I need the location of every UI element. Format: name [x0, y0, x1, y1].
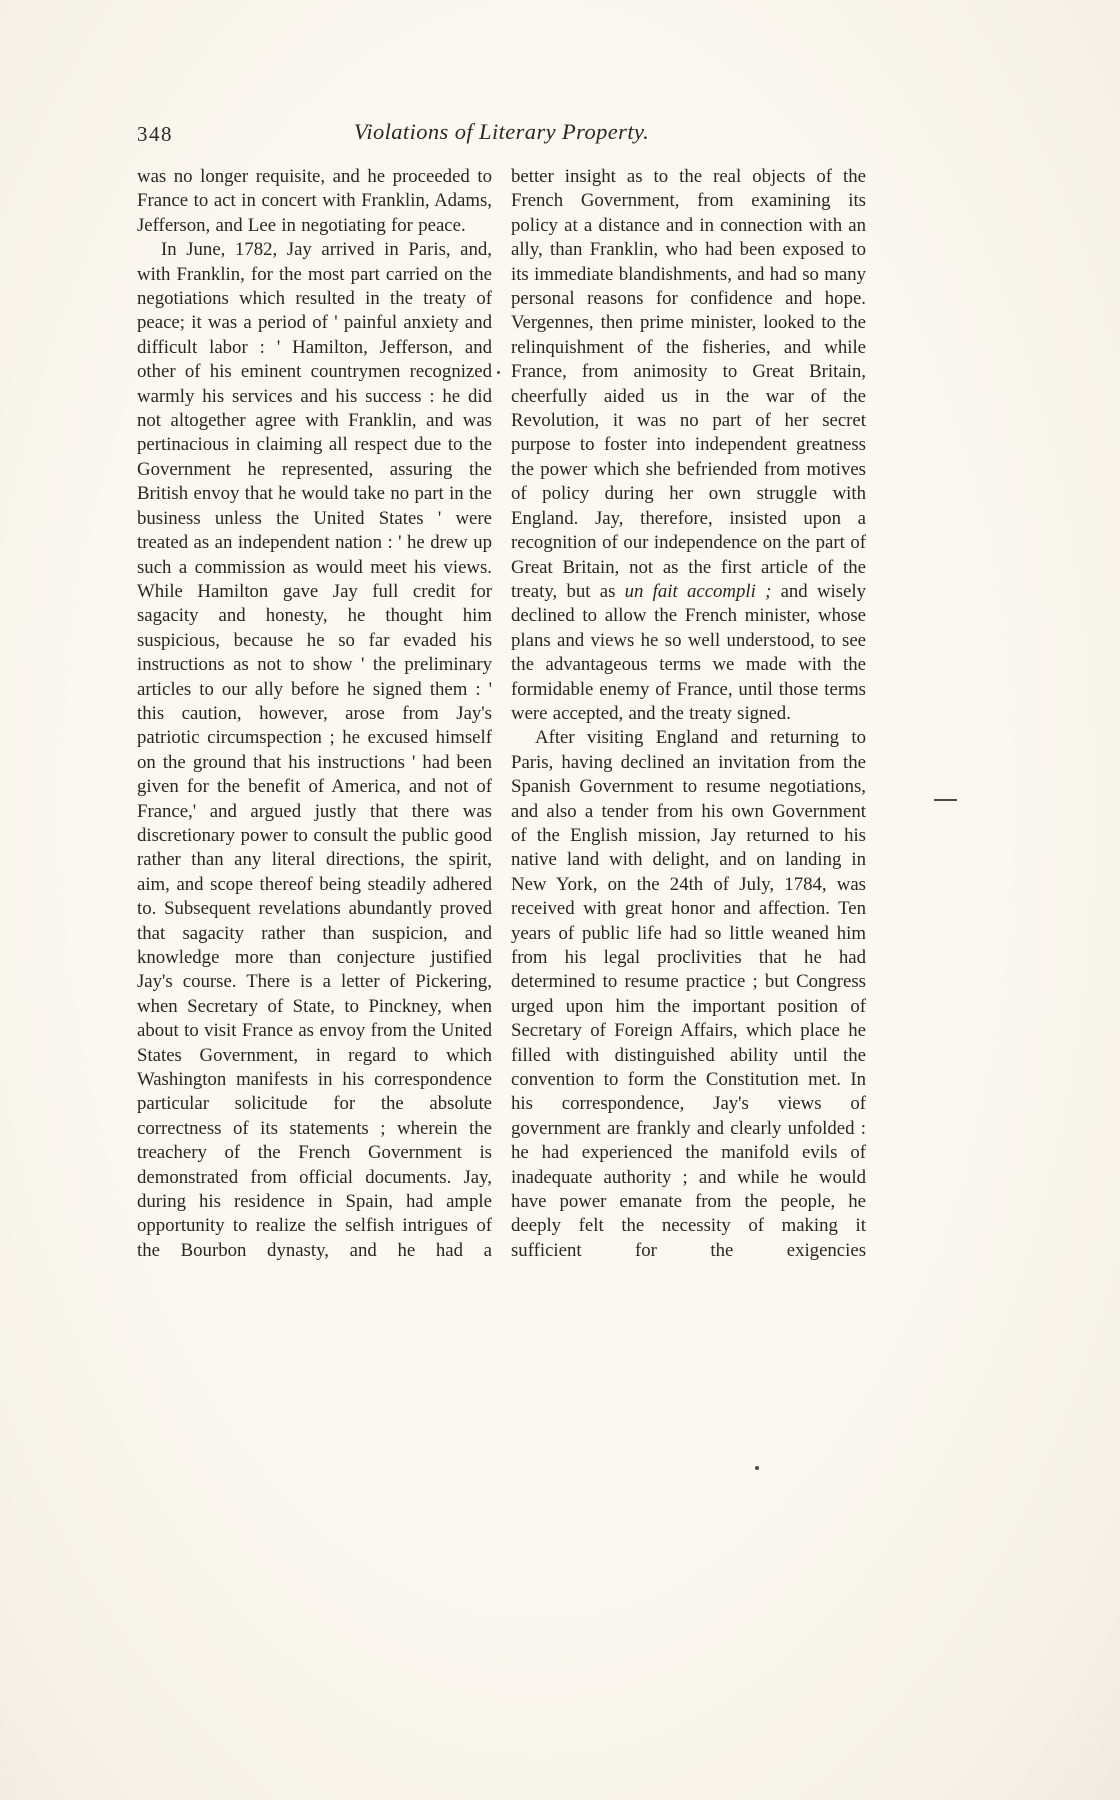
text-segment: better insight as to the real objects of the French Government, from examining its policy at a distance and in connection with an ally, than Franklin, who had been exposed to its immediate blandishments, and had so many personal reasons for confidence and hope. Vergennes, then prime minister, looked to the relinquishment of the fisheries, and while France, from animosity to Great Britain, cheerfully aided us in the war of the Revolution, it was no part of her secret purpose to foster into independent greatness the power which she befriended from motives of policy during her own struggle with England. Jay, therefore, insisted upon a recognition of our independence on the part of Great Britain, not as the first article of the treaty, but as [511, 166, 866, 602]
text-segment: was no longer requisite, and he proceeded to France to act in concert with Franklin, Adams, Jefferson, and Lee in negotiating for peace. [137, 166, 492, 236]
paragraph [137, 165, 492, 238]
page-number: 348 [137, 122, 173, 146]
right-column [511, 165, 866, 1263]
page-header [137, 119, 866, 153]
text-segment: In June, 1782, Jay arrived in Paris, and, with Franklin, for the most part carried on the negotiations which resulted in the treaty of peace; it was a period of ' painful anxiety and difficult labor : ' Hamilton, Jefferson, and other of his eminent countrymen recognized warmly his services and his success : he did not altogether agree with Franklin, and was pertinacious in claiming all respect due to the Government he represented, assuring the British envoy that he would take no part in the business unless the United States ' were treated as an independent nation : ' he drew up such a commission as would meet his views. While Hamilton gave Jay full credit for sagacity and honesty, he thought him suspicious, because he so far evaded his instructions as not to show ' the preliminary articles to our ally before he signed them : ' this caution, however, arose from Jay's patriotic circumspection ; he excused himself on the ground that his instructions ' had been given for the benefit of America, and not of France,' and argued justly that there was discretionary power to consult the public good rather than any literal directions, the spirit, aim, and scope thereof being steadily adhered to. Subsequent revelations abundantly proved that sagacity rather than suspicion, and knowledge more than conjecture justified Jay's course. There is a letter of Pickering, when Secretary of State, to Pinckney, when about to visit France as envoy from the United States Government, in regard to which Washington manifests in his correspondence particular solicitude for the absolute correctness of its statements ; wherein the treachery of the French Government is demonstrated from official documents. Jay, during his residence in Spain, had ample opportunity to realize the selfish intrigues of the Bourbon dynasty, and he had a [137, 239, 492, 1261]
running-title: Violations of Literary Property. [353, 119, 650, 144]
text-segment: After visiting England and returning to Paris, having declined an invitation from the Spanish Government to resume negotiations, and also a tender from his own Government of the English mission, Jay returned to his native land with delight, and on landing in New York, on the 24th of July, 1784, was received with great honor and affection. Ten years of public life had so little weaned him from his legal proclivities that he had determined to resume practice ; but Congress urged upon him the important position of Secretary of Foreign Affairs, which place he filled with distinguished ability until the convention to form the Constitution met. In his correspondence, Jay's views of government are frankly and clearly unfolded : he had experienced the manifold evils of inadequate authority ; and while he would have power emanate from the people, he deeply felt the necessity of making it sufficient for the exigencies [511, 727, 866, 1261]
paragraph [511, 726, 866, 1263]
text-block [137, 165, 866, 1263]
italic-phrase: un fait accompli ; [624, 580, 772, 602]
scan-artifact-dot [755, 1466, 759, 1470]
paragraph [511, 165, 866, 726]
left-column [137, 165, 492, 1263]
scan-artifact-dash [934, 799, 957, 801]
text-segment: and wisely declined to allow the French minister, whose plans and views he so well understood, to see the advantageous terms we made with the formidable enemy of France, until those terms were accepted, and the treaty signed. [511, 580, 866, 724]
scan-artifact-dot-2 [497, 371, 500, 374]
paragraph [137, 238, 492, 1263]
